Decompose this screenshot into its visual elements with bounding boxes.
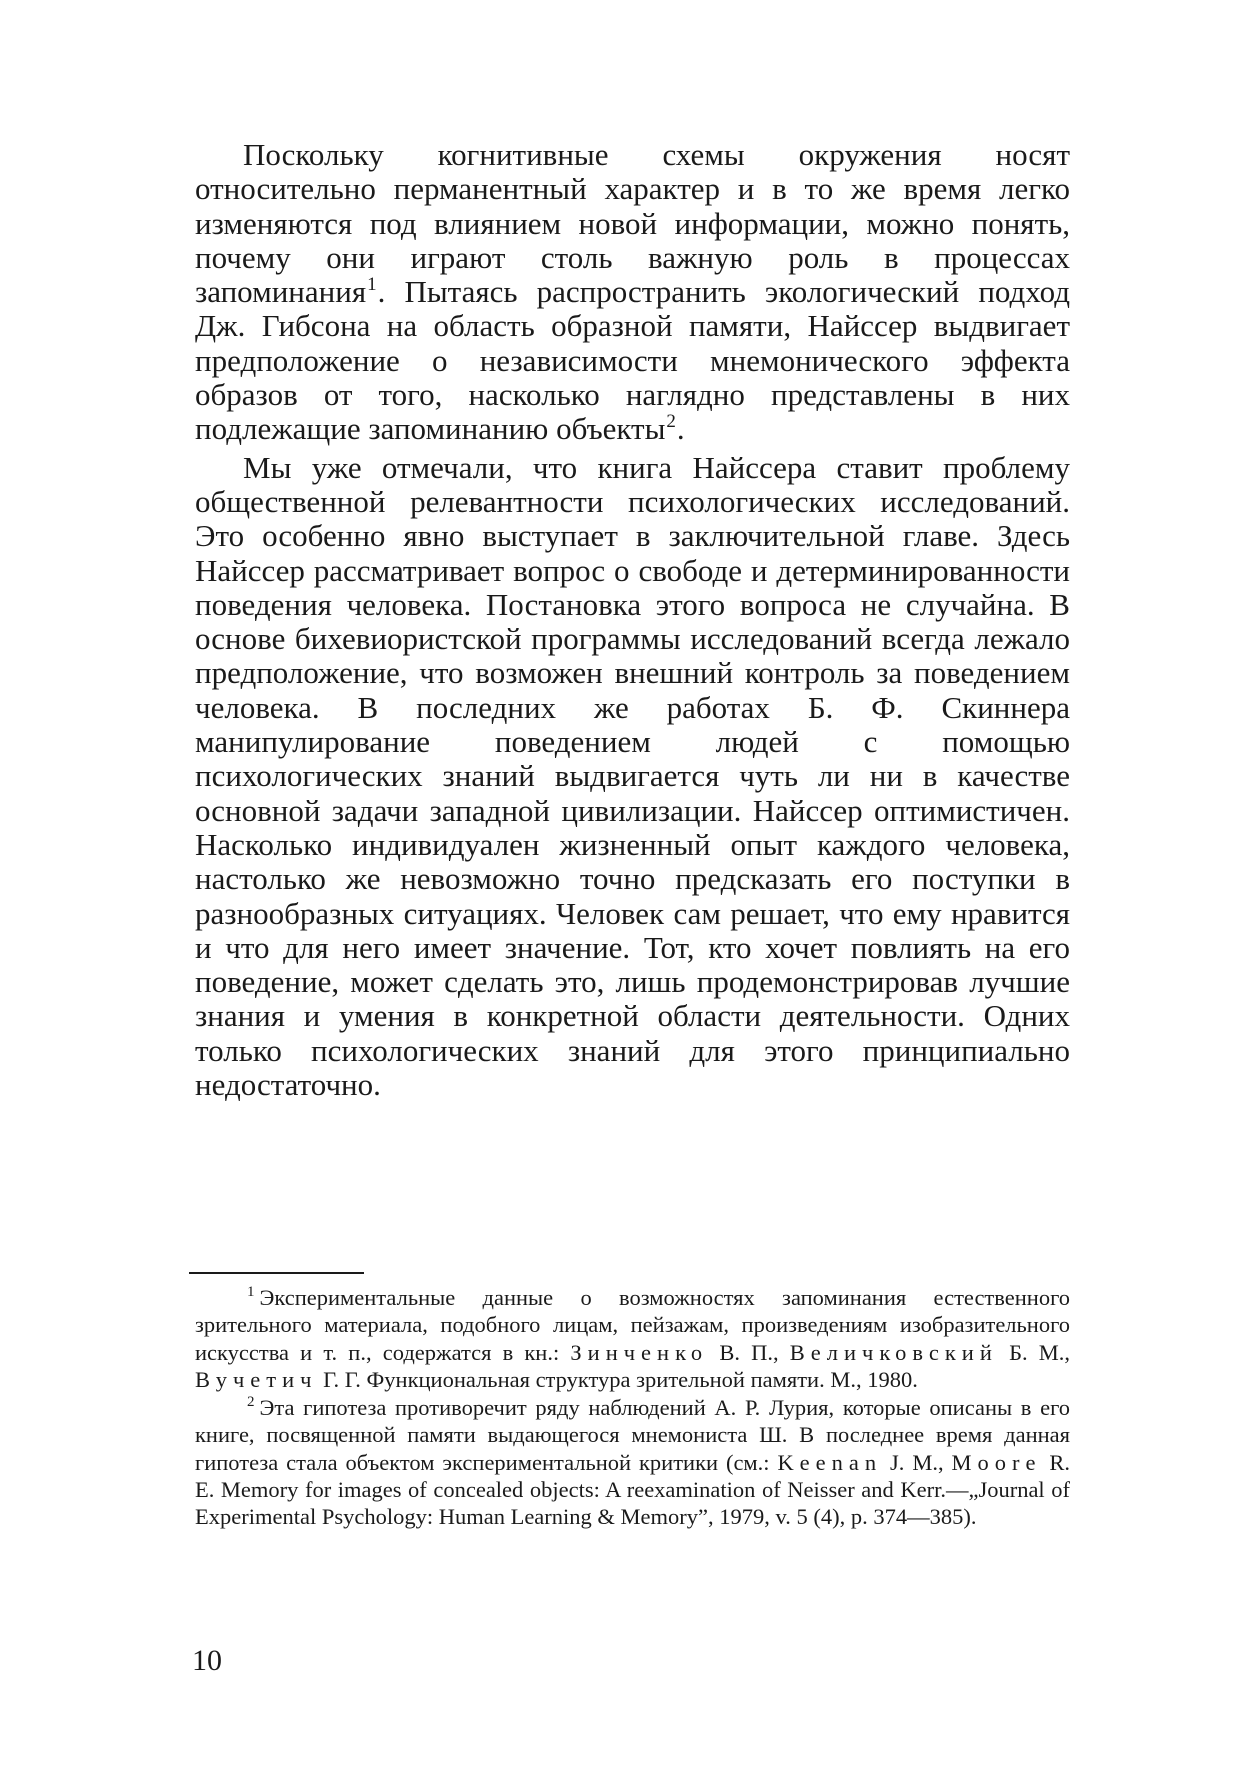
page-number: 10 xyxy=(192,1644,222,1677)
footnote-divider xyxy=(189,1272,364,1274)
footnotes xyxy=(195,1284,1070,1531)
paragraph-1-part-c: . xyxy=(676,411,685,447)
footnote-2-mark: 2 xyxy=(247,1394,255,1411)
footnote-2 xyxy=(195,1394,1070,1530)
footnote-1 xyxy=(195,1284,1070,1393)
footnote-1-text: Экспериментальные данные о возможностях запоминания естественного зрительного материала, подобного лицам, пейзажам, произведениям изобразительного искусства и т. п., содержатся в кн.: xyxy=(195,1285,1070,1365)
footnote-ref-2: 2 xyxy=(666,411,676,433)
footnote-1-tail: Г. Г. Функциональная структура зрительной памяти. М., 1980. xyxy=(323,1366,918,1392)
footnote-1-mark: 1 xyxy=(247,1284,255,1300)
paragraph-2: Мы уже отмечали, что книга Найссера ставит проблему общественной релевантности психологических исследований. Это особенно явно выступает в заключительной главе. Здесь Найссер рассматривает вопрос о свободе и детерминированности поведения человека. Постановка этого вопроса не случайна. В основе бихевиористской программы исследований всегда лежало предположение, что возможен внешний контроль за поведением человека. В последних же работах Б. Ф. Скиннера манипулирование поведением людей с помощью психологических знаний выдвигается чуть ли ни в качестве основной задачи западной цивилизации. Найссер оптимистичен. Насколько индивидуален жизненный опыт каждого человека, настолько же невозможно точно предсказать его поступки в разнообразных ситуациях. Человек сам решает, что ему нравится и что для него имеет значение. Тот, кто хочет повлиять на его поведение, может сделать это, лишь продемонстрировав лучшие знания и умения в конкретной области деятельности. Одних только психологических знаний для этого принципиально недостаточно. xyxy=(195,449,1070,1103)
footnote-1-author-3: Вучетич xyxy=(195,1366,318,1392)
footnote-2-tail: R. E. Memory for images of concealed objects: A reexamination of Neisser and Kerr.—„Journal of Experimental Psychology: Human Learning & Memory”, 1979, v. 5 (4), p. 374—385). xyxy=(195,1449,1070,1530)
paragraph-1 xyxy=(195,138,1070,447)
paragraph-1-part-b: . Пытаясь распространить экологический подход Дж. Гибсона на область образной памяти, Найссер выдвигает предположение о независимости мнемонического эффекта образов от того, насколько наглядно представлены в них подлежащие запоминанию объекты xyxy=(195,274,1070,447)
main-text xyxy=(195,138,1070,1102)
footnote-1-initials-1: В. П., xyxy=(719,1339,779,1365)
paragraph-1-part-a: Поскольку когнитивные схемы окружения носят относительно перманентный характер и в то же время легко изменяются под влиянием новой информации, можно понять, почему они играют столь важную роль в процессах запоминания xyxy=(195,137,1070,310)
footnote-2-text: Эта гипотеза противоречит ряду наблюдений А. Р. Лурия, которые описаны в его книге, посвященной памяти выдающегося мнемониста Ш. В последнее время данная гипотеза стала объектом экспериментальной критики (см.: xyxy=(195,1395,1070,1475)
footnote-2-author-1: Keenan xyxy=(777,1449,883,1475)
footnote-1-author-1: Зинченко xyxy=(570,1339,709,1365)
footnote-1-author-2: Величковский xyxy=(789,1339,998,1365)
footnote-1-initials-2: Б. М., xyxy=(1009,1339,1071,1365)
footnote-2-author-2: Moore xyxy=(951,1449,1042,1475)
footnote-2-initials-1: J. M., xyxy=(890,1449,944,1475)
footnote-ref-1: 1 xyxy=(367,274,377,296)
